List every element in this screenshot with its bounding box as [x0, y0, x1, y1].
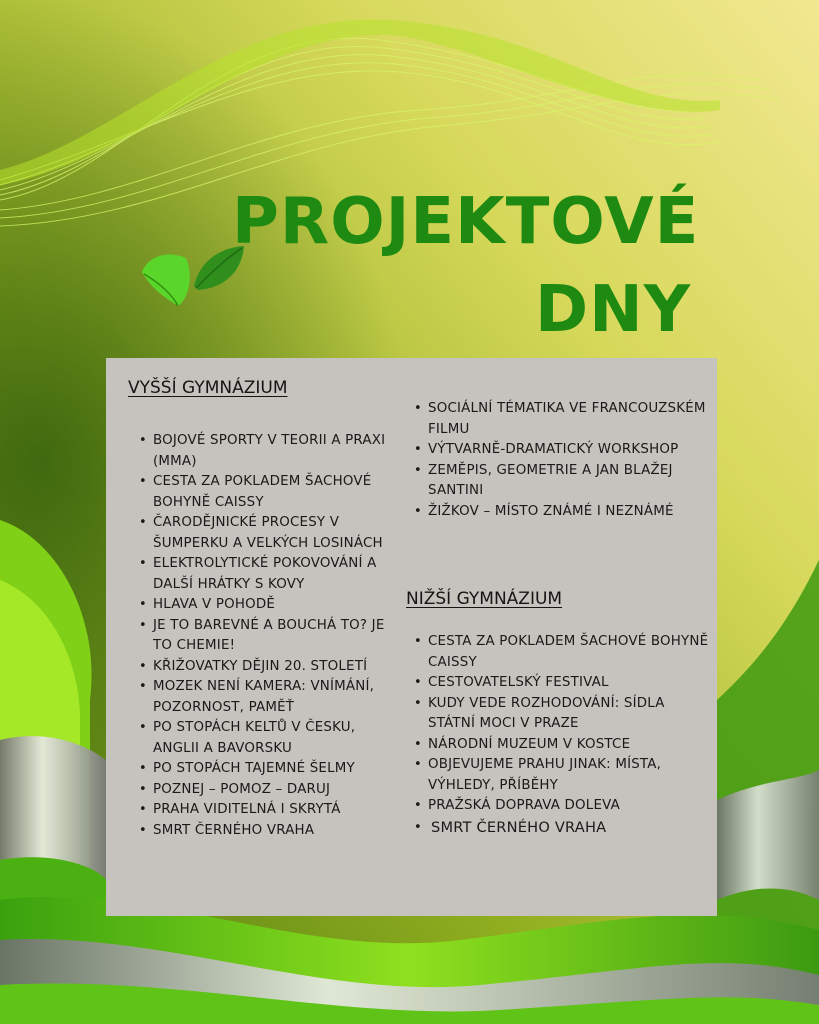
title-line-2: DNY: [535, 273, 692, 347]
heading-vyssi-gymnazium: VYŠŠÍ GYMNÁZIUM: [128, 378, 288, 398]
list-item: • SMRT ČERNÉHO VRAHA: [407, 818, 712, 839]
title-line-1: PROJEKTOVÉ: [232, 185, 700, 259]
list-item: • CESTA ZA POKLADEM ŠACHOVÉ BOHYNĚ CAISSY: [407, 632, 712, 673]
list-item: • VÝTVARNĚ-DRAMATICKÝ WORKSHOP: [407, 440, 712, 461]
list-item: • PRAŽSKÁ DOPRAVA DOLEVA: [407, 796, 712, 817]
list-item: • SOCIÁLNÍ TÉMATIKA VE FRANCOUZSKÉM FILMU: [407, 399, 712, 440]
heading-nizsi-gymnazium: NIŽŠÍ GYMNÁZIUM: [406, 589, 563, 609]
list-item: • ČARODĚJNICKÉ PROCESY V ŠUMPERKU A VELKÝCH LOSINÁCH: [132, 513, 402, 554]
vyssi-list-continued: [407, 399, 712, 522]
list-item: • PO STOPÁCH KELTŮ V ČESKU, ANGLII A BAVORSKU: [132, 718, 402, 759]
list-item: • SMRT ČERNÉHO VRAHA: [132, 821, 402, 842]
list-item: • ELEKTROLYTICKÉ POKOVOVÁNÍ A DALŠÍ HRÁTKY S KOVY: [132, 554, 402, 595]
list-item: • KŘIŽOVATKY DĚJIN 20. STOLETÍ: [132, 657, 402, 678]
list-item: • PRAHA VIDITELNÁ I SKRYTÁ: [132, 800, 402, 821]
list-item: • ŽIŽKOV – MÍSTO ZNÁMÉ I NEZNÁMÉ: [407, 502, 712, 523]
nizsi-list: [407, 632, 712, 838]
list-item: • HLAVA V POHODĚ: [132, 595, 402, 616]
list-item: • NÁRODNÍ MUZEUM V KOSTCE: [407, 735, 712, 756]
list-item: • KUDY VEDE ROZHODOVÁNÍ: SÍDLA STÁTNÍ MOCI V PRAZE: [407, 694, 712, 735]
projects-panel: [106, 358, 717, 916]
list-item: • POZNEJ – POMOZ – DARUJ: [132, 780, 402, 801]
list-item: • PO STOPÁCH TAJEMNÉ ŠELMY: [132, 759, 402, 780]
list-item: • CESTOVATELSKÝ FESTIVAL: [407, 673, 712, 694]
list-item: • CESTA ZA POKLADEM ŠACHOVÉ BOHYNĚ CAISSY: [132, 472, 402, 513]
list-item: • OBJEVUJEME PRAHU JINAK: MÍSTA, VÝHLEDY, PŘÍBĚHY: [407, 755, 712, 796]
list-item: • BOJOVÉ SPORTY V TEORII A PRAXI (MMA): [132, 431, 402, 472]
list-item: • ZEMĚPIS, GEOMETRIE A JAN BLAŽEJ SANTINI: [407, 461, 712, 502]
list-item: • JE TO BAREVNÉ A BOUCHÁ TO? JE TO CHEMIE!: [132, 616, 402, 657]
list-item: • MOZEK NENÍ KAMERA: VNÍMÁNÍ, POZORNOST, PAMĚŤ: [132, 677, 402, 718]
vyssi-list: [132, 431, 402, 841]
